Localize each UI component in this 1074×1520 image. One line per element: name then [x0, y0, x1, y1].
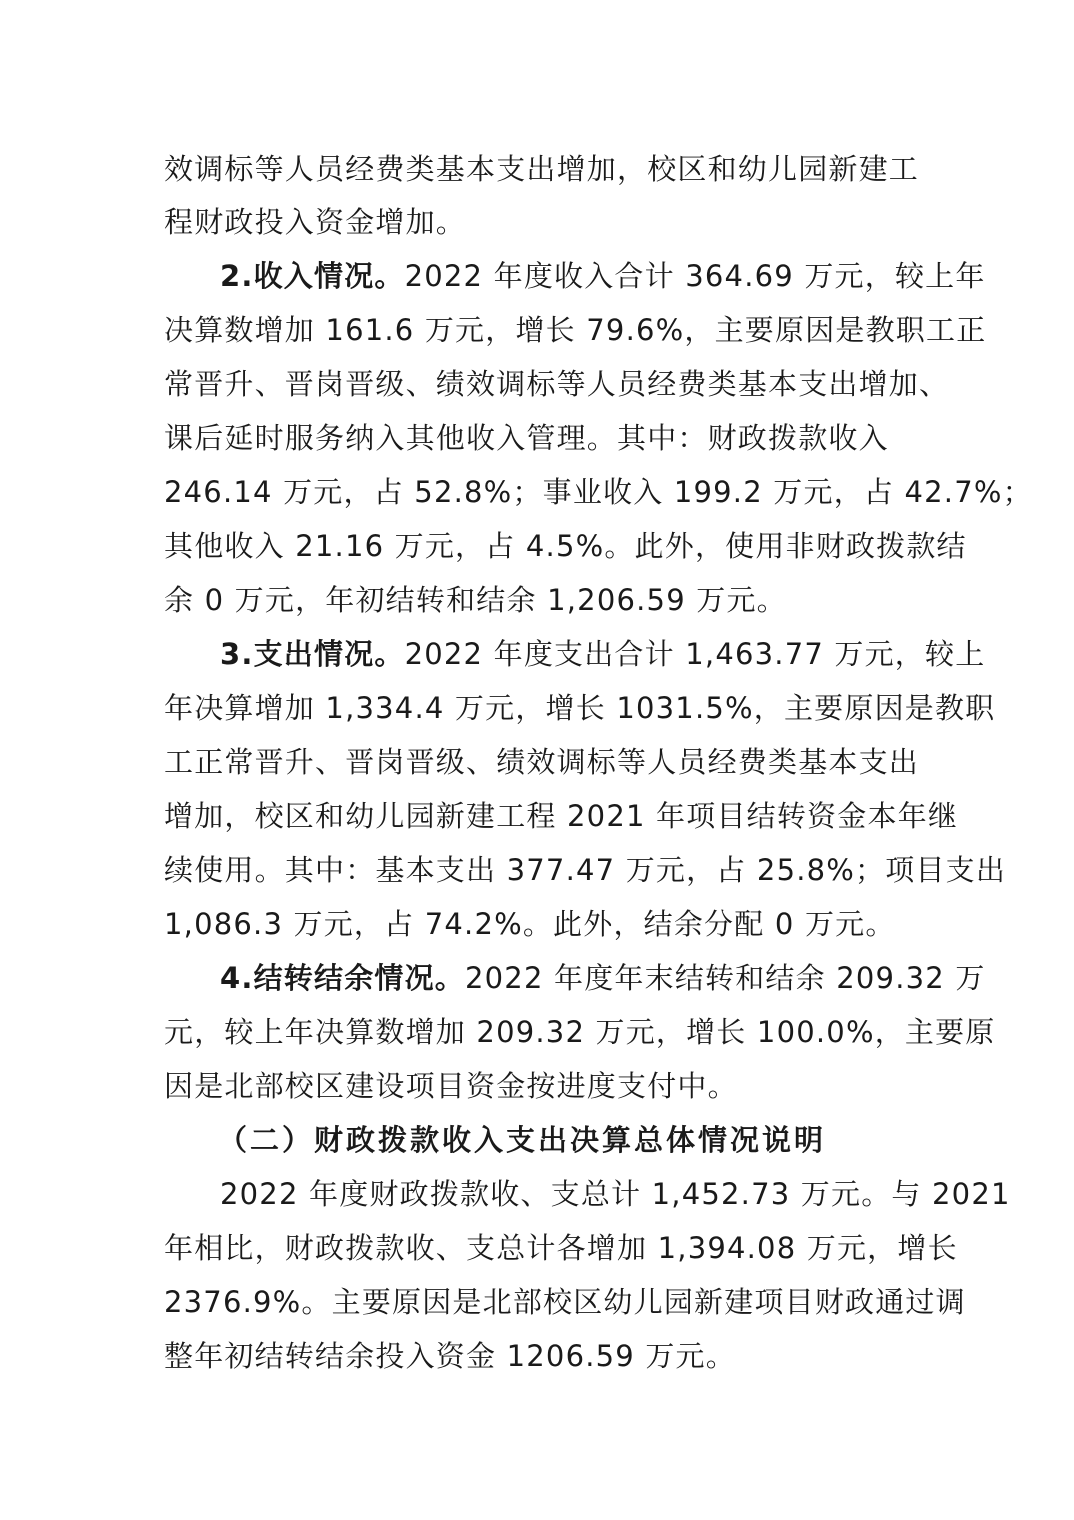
expense-heading: 3.支出情况。 — [220, 637, 405, 671]
paragraph-line: 因是北部校区建设项目资金按进度支付中。 — [164, 1069, 738, 1103]
paragraph-line: 效调标等人员经费类基本支出增加，校区和幼儿园新建工 — [164, 152, 920, 186]
paragraph-line: 整年初结转结余投入资金 1206.59 万元。 — [164, 1339, 736, 1373]
paragraph-line: 元，较上年决算数增加 209.32 万元，增长 100.0%，主要原 — [164, 1015, 996, 1049]
section-heading: （二）财政拨款收入支出决算总体情况说明 — [218, 1123, 827, 1157]
paragraph-line: 余 0 万元，年初结转和结余 1,206.59 万元。 — [164, 583, 787, 617]
balance-section-line — [220, 958, 986, 998]
paragraph-line: 年相比，财政拨款收、支总计各增加 1,394.08 万元，增长 — [164, 1231, 958, 1265]
income-text: 2022 年度收入合计 364.69 万元，较上年 — [404, 259, 986, 293]
paragraph-line: 常晋升、晋岗晋级、绩效调标等人员经费类基本支出增加、 — [164, 367, 950, 401]
paragraph-line: 1,086.3 万元，占 74.2%。此外，结余分配 0 万元。 — [164, 907, 896, 941]
income-heading: 2.收入情况。 — [220, 259, 405, 293]
expense-text: 2022 年度支出合计 1,463.77 万元，较上 — [404, 637, 986, 671]
paragraph-line: 2022 年度财政拨款收、支总计 1,452.73 万元。与 2021 — [220, 1177, 1011, 1211]
paragraph-line: 工正常晋升、晋岗晋级、绩效调标等人员经费类基本支出 — [164, 745, 920, 779]
expense-section-line — [220, 634, 985, 674]
paragraph-line: 课后延时服务纳入其他收入管理。其中：财政拨款收入 — [164, 421, 889, 455]
paragraph-line: 2376.9%。主要原因是北部校区幼儿园新建项目财政通过调 — [164, 1285, 966, 1319]
paragraph-line: 续使用。其中：基本支出 377.47 万元，占 25.8%；项目支出 — [164, 853, 1007, 887]
paragraph-line: 246.14 万元，占 52.8%；事业收入 199.2 万元，占 42.7%； — [164, 475, 1033, 509]
paragraph-line: 其他收入 21.16 万元，占 4.5%。此外，使用非财政拨款结 — [164, 529, 967, 563]
paragraph-line: 程财政投入资金增加。 — [164, 205, 467, 239]
balance-text: 2022 年度年末结转和结余 209.32 万 — [465, 961, 986, 995]
paragraph-line: 增加，校区和幼儿园新建工程 2021 年项目结转资金本年继 — [164, 799, 959, 833]
paragraph-line: 年决算增加 1,334.4 万元，增长 1031.5%，主要原因是教职 — [164, 691, 996, 725]
paragraph-line: 决算数增加 161.6 万元，增长 79.6%，主要原因是教职工正 — [164, 313, 987, 347]
balance-heading: 4.结转结余情况。 — [220, 961, 465, 995]
income-section-line — [220, 256, 986, 296]
